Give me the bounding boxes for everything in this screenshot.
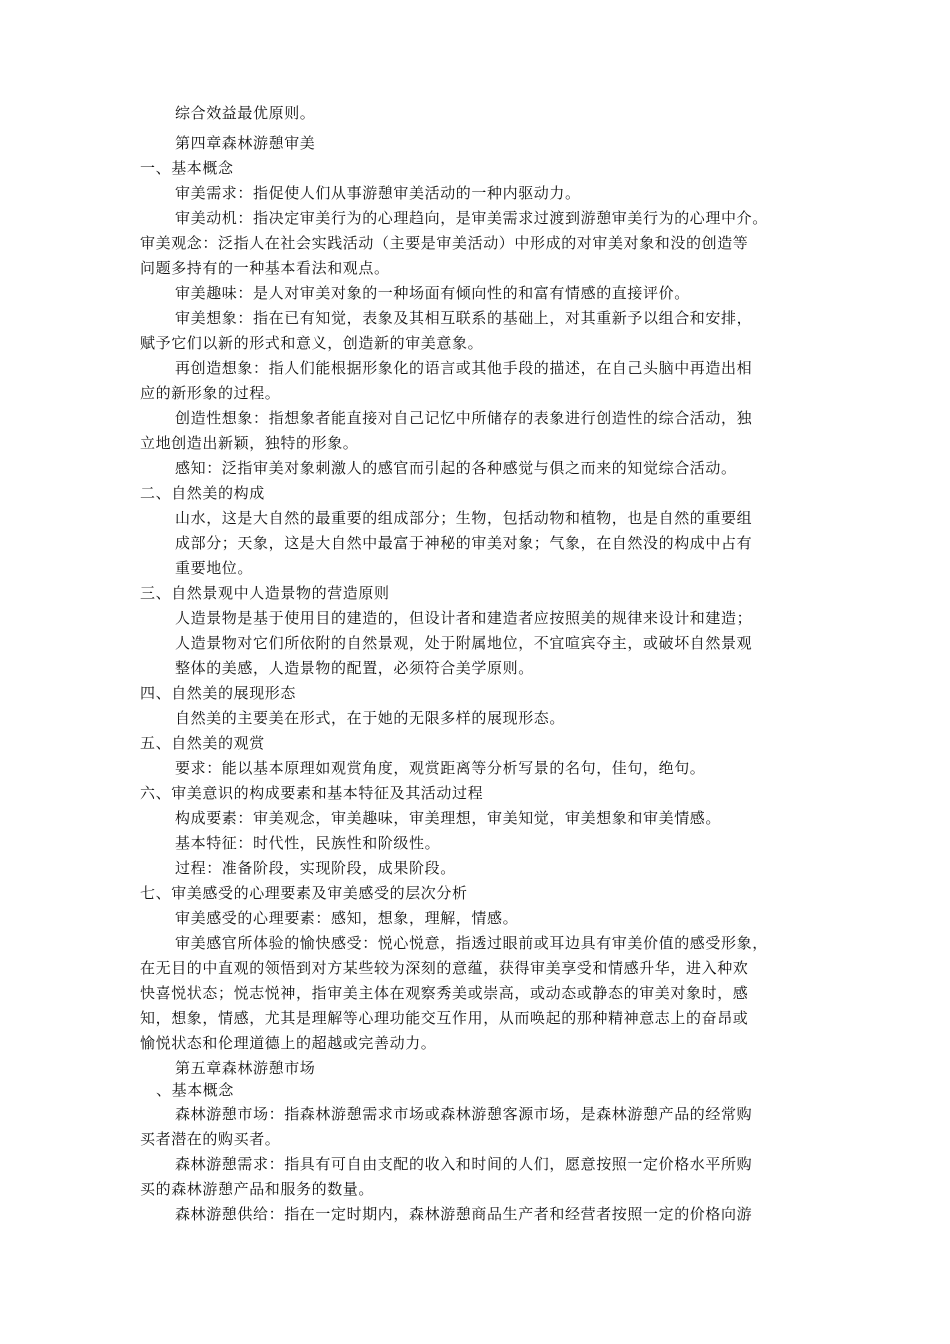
text-line: 审美需求：指促使人们从事游憩审美活动的一种内驱动力。 [175, 184, 581, 202]
text-line: 审美趣味：是人对审美对象的一种场面有倾向性的和富有情感的直接评价。 [175, 284, 690, 302]
text-line: 森林游憩市场：指森林游憩需求市场或森林游憩客源市场，是森林游憩产品的经常购 [175, 1105, 753, 1123]
text-line: 人造景物对它们所依附的自然景观，处于附属地位，不宜喧宾夺主，或破坏自然景观 [175, 634, 753, 652]
text-line: 感知：泛指审美对象刺激人的感官而引起的各种感觉与俱之而来的知觉综合活动。 [175, 459, 737, 477]
text-line: 综合效益最优原则。 [175, 104, 316, 122]
text-line: 再创造想象：指人们能根据形象化的语言或其他手段的描述，在自己头脑中再造出相 [175, 359, 753, 377]
text-line: 整体的美感，人造景物的配置，必须符合美学原则。 [175, 659, 534, 677]
text-line: 审美观念：泛指人在社会实践活动（主要是审美活动）中形成的对审美对象和没的创造等 [140, 234, 749, 252]
text-line: 快喜悦状态；悦志悦神，指审美主体在观察秀美或崇高，或动态或静态的审美对象时，感 [140, 984, 749, 1002]
text-line: 赋予它们以新的形式和意义，创造新的审美意象。 [140, 334, 484, 352]
text-line: 过程：准备阶段，实现阶段，成果阶段。 [175, 859, 456, 877]
text-line: 要求：能以基本原理如观赏角度，观赏距离等分析写景的名句，佳句，绝句。 [175, 759, 706, 777]
text-line: 基本特征：时代性，民族性和阶级性。 [175, 834, 441, 852]
section-heading: 三、自然景观中人造景物的营造原则 [140, 584, 390, 602]
text-line: 买的森林游憩产品和服务的数量。 [140, 1180, 375, 1198]
text-line: 问题多持有的一种基本看法和观点。 [140, 259, 390, 277]
section-heading: 、基本概念 [156, 1081, 235, 1099]
text-line: 森林游憩需求：指具有可自由支配的收入和时间的人们，愿意按照一定价格水平所购 [175, 1155, 753, 1173]
section-heading: 五、自然美的观赏 [140, 734, 265, 752]
chapter-heading: 第四章森林游憩审美 [175, 134, 316, 152]
text-line: 创造性想象：指想象者能直接对自己记忆中所储存的表象进行创造性的综合活动，独 [175, 409, 753, 427]
text-line: 知，想象，情感，尤其是理解等心理功能交互作用，从而唤起的那种精神意志上的奋昂或 [140, 1009, 749, 1027]
text-line: 森林游憩供给：指在一定时期内，森林游憩商品生产者和经营者按照一定的价格向游 [175, 1205, 753, 1223]
section-heading: 二、自然美的构成 [140, 484, 265, 502]
text-line: 构成要素：审美观念，审美趣味，审美理想，审美知觉，审美想象和审美情感。 [175, 809, 722, 827]
text-line: 自然美的主要美在形式，在于她的无限多样的展现形态。 [175, 709, 566, 727]
text-line: 审美动机：指决定审美行为的心理趋向，是审美需求过渡到游憩审美行为的心理中介。 [175, 209, 768, 227]
section-heading: 四、自然美的展现形态 [140, 684, 297, 702]
text-line: 审美感受的心理要素：感知，想象，理解，情感。 [175, 909, 519, 927]
text-line: 重要地位。 [175, 559, 254, 577]
text-line: 审美想象：指在已有知觉，表象及其相互联系的基础上，对其重新予以组合和安排， [175, 309, 753, 327]
text-line: 山水，这是大自然的最重要的组成部分；生物，包括动物和植物，也是自然的重要组 [175, 509, 753, 527]
text-line: 买者潜在的购买者。 [140, 1130, 281, 1148]
chapter-heading: 第五章森林游憩市场 [175, 1059, 316, 1077]
text-line: 成部分；天象，这是大自然中最富于神秘的审美对象；气象，在自然没的构成中占有 [175, 534, 753, 552]
section-heading: 一、基本概念 [140, 159, 234, 177]
section-heading: 七、审美感受的心理要素及审美感受的层次分析 [140, 884, 468, 902]
text-line: 人造景物是基于使用目的建造的，但设计者和建造者应按照美的规律来设计和建造； [175, 609, 753, 627]
text-line: 应的新形象的过程。 [140, 384, 281, 402]
text-line: 愉悦状态和伦理道德上的超越或完善动力。 [140, 1034, 437, 1052]
text-line: 立地创造出新颖，独特的形象。 [140, 434, 359, 452]
text-line: 审美感官所体验的愉快感受：悦心悦意，指透过眼前或耳边具有审美价值的感受形象， [175, 934, 768, 952]
text-line: 在无目的中直观的领悟到对方某些较为深刻的意蕴，获得审美享受和情感升华，进入种欢 [140, 959, 749, 977]
section-heading: 六、审美意识的构成要素和基本特征及其活动过程 [140, 784, 484, 802]
